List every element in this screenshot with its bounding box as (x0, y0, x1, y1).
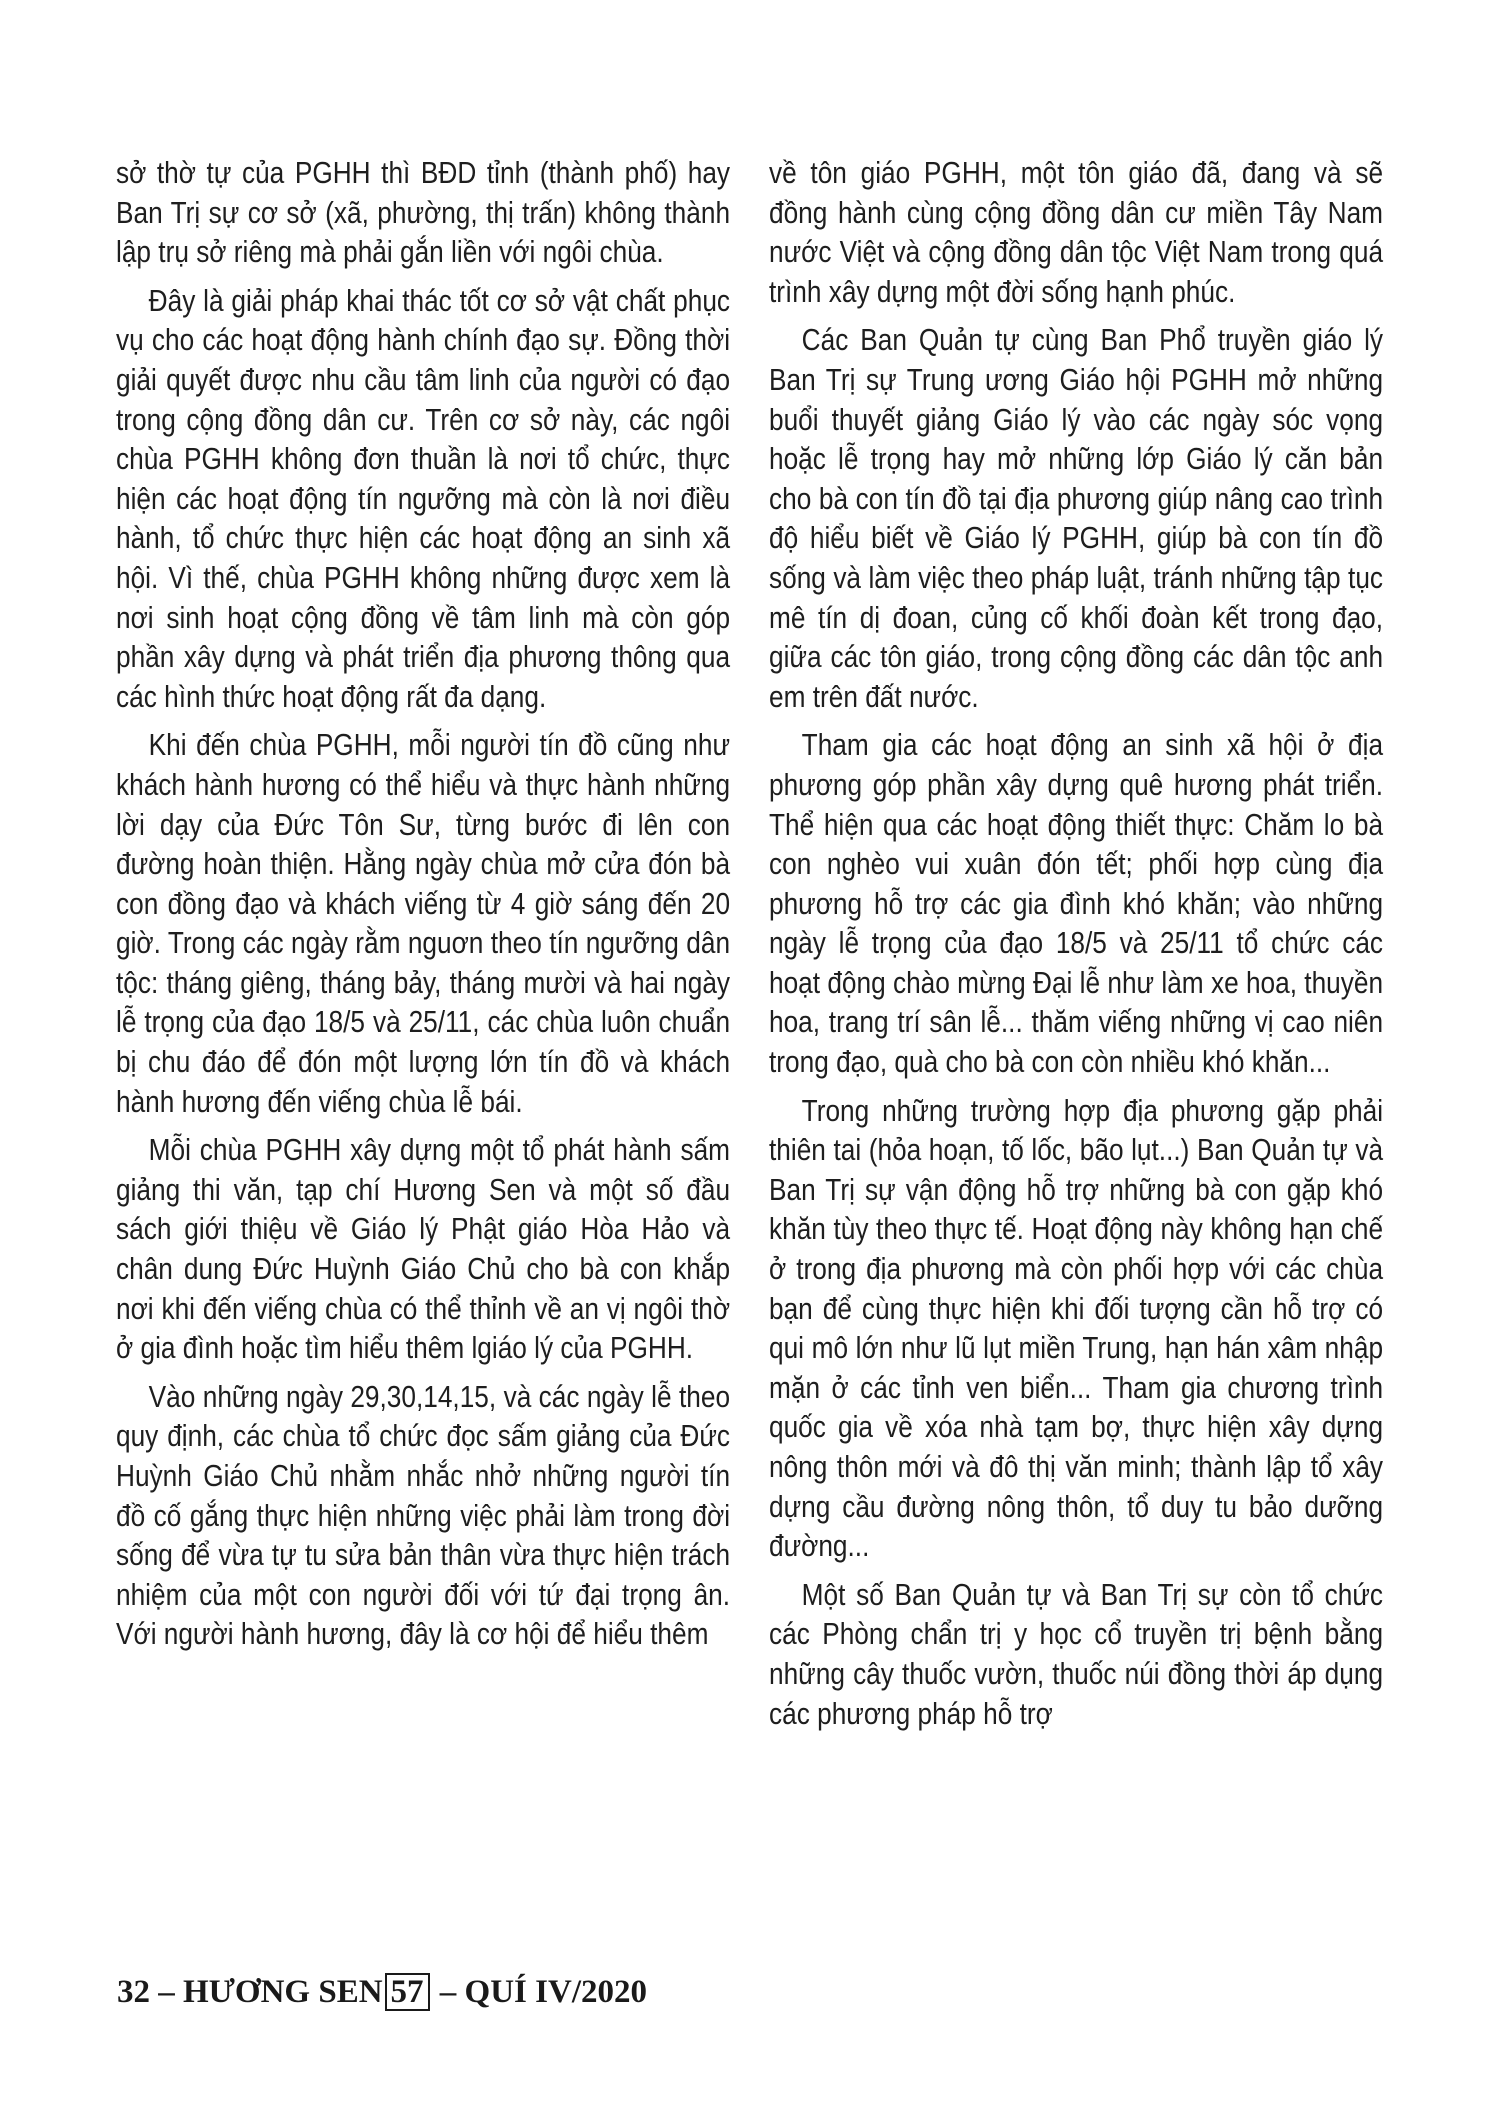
footer-dash: – (158, 1974, 175, 2010)
paragraph: sở thờ tự của PGHH thì BĐD tỉnh (thành phố) hay Ban Trị sự cơ sở (xã, phường, thị trấn) không thành lập trụ sở riêng mà phải gắn liền với ngôi chùa. (116, 156, 731, 270)
footer-dash: – (439, 1974, 457, 2010)
paragraph: Một số Ban Quản tự và Ban Trị sự còn tổ chức các Phòng chẩn trị y học cổ truyền trị bệnh bằng những cây thuốc vườn, thuốc núi đồng thời áp dụng các phương pháp hỗ trợ (769, 1577, 1384, 1731)
paragraph: Đây là giải pháp khai thác tốt cơ sở vật chất phục vụ cho các hoạt động hành chính đạo sự. Đồng thời giải quyết được nhu cầu tâm linh của người có đạo trong cộng đồng dân cư. Trên cơ sở này, các ngôi chùa PGHH không đơn thuần là nơi tổ chức, thực hiện các hoạt động tín ngưỡng mà còn là nơi điều hành, tổ chức thực hiện các hoạt động an sinh xã hội. Vì thế, chùa PGHH không những được xem là nơi sinh hoạt cộng đồng về tâm linh mà còn góp phần xây dựng và phát triển địa phương thông qua các hình thức hoạt động rất đa dạng. (116, 283, 731, 714)
paragraph: Mỗi chùa PGHH xây dựng một tổ phát hành sấm giảng thi văn, tạp chí Hương Sen và một số đầu sách giới thiệu về Giáo lý Phật giáo Hòa Hảo và chân dung Đức Huỳnh Giáo Chủ cho bà con khắp nơi khi đến viếng chùa có thể thỉnh về an vị ngôi thờ ở gia đình hoặc tìm hiểu thêm lgiáo lý của PGHH. (116, 1133, 731, 1366)
paragraph: Khi đến chùa PGHH, mỗi người tín đồ cũng như khách hành hương có thể hiểu và thực hành những lời dạy của Đức Tôn Sư, từng bước đi lên con đường hoàn thiện. Hằng ngày chùa mở cửa đón bà con đồng đạo và khách viếng từ 4 giờ sáng đến 20 giờ. Trong các ngày rằm nguơn theo tín ngưỡng dân tộc: tháng giêng, tháng bảy, tháng mười và hai ngày lễ trọng của đạo 18/5 và 25/11, các chùa luôn chuẩn bị chu đáo để đón một lượng lớn tín đồ và khách hành hương đến viếng chùa lễ bái. (116, 728, 731, 1119)
paragraph: Tham gia các hoạt động an sinh xã hội ở địa phương góp phần xây dựng quê hương phát triển. Thể hiện qua các hoạt động thiết thực: Chăm lo bà con nghèo vui xuân đón tết; phối hợp cùng địa phương hỗ trợ các gia đình khó khăn; vào những ngày lễ trọng của đạo 18/5 và 25/11 tổ chức các hoạt động chào mừng Đại lễ như làm xe hoa, thuyền hoa, trang trí sân lễ... thăm viếng những vị cao niên trong đạo, quà cho bà con còn nhiều khó khăn... (769, 728, 1384, 1080)
right-text-column (769, 154, 1383, 1743)
paragraph: Các Ban Quản tự cùng Ban Phổ truyền giáo lý Ban Trị sự Trung ương Giáo hội PGHH mở những buổi thuyết giảng Giáo lý vào các ngày sóc vọng hoặc lễ trọng hay mở những lớp Giáo lý căn bản cho bà con tín đồ tại địa phương giúp nâng cao trình độ hiểu biết về Giáo lý PGHH, giúp bà con tín đồ sống và làm việc theo pháp luật, tránh những tập tục mê tín dị đoan, củng cố khối đoàn kết trong đạo, giữa các tôn giáo, trong cộng đồng các dân tộc anh em trên đất nước. (769, 323, 1384, 714)
paragraph: Vào những ngày 29,30,14,15, và các ngày lễ theo quy định, các chùa tổ chức đọc sấm giảng của Đức Huỳnh Giáo Chủ nhằm nhắc nhở những người tín đồ cố gắng thực hiện những việc phải làm trong đời sống để vừa tự tu sửa bản thân vừa thực hiện trách nhiệm của một con người đối với tứ đại trọng ân. Với người hành hương, đây là cơ hội để hiểu thêm (116, 1379, 731, 1652)
magazine-name: HƯƠNG SEN (183, 1974, 383, 2010)
paragraph: Trong những trường hợp địa phương gặp phải thiên tai (hỏa hoạn, tố lốc, bão lụt...) Ban Quản tự và Ban Trị sự vận động hỗ trợ những bà con gặp khó khăn tùy theo thực tế. Hoạt động này không hạn chế ở trong địa phương mà còn phối hợp với các chùa bạn để cùng thực hiện khi đối tượng cần hỗ trợ có qui mô lớn như lũ lụt miền Trung, hạn hán xâm nhập mặn ở các tỉnh ven biển... Tham gia chương trình quốc gia về xóa nhà tạm bợ, thực hiện xây dựng nông thôn mới và đô thị văn minh; thành lập tổ xây dựng cầu đường nông thôn, tổ duy tu bảo dưỡng đường... (769, 1093, 1384, 1564)
left-text-column (116, 154, 730, 1664)
page-number: 32 (117, 1974, 150, 2010)
issue-period: QUÍ IV/2020 (464, 1974, 647, 2010)
page-footer (117, 1972, 647, 2012)
issue-number-box: 57 (385, 1973, 430, 2011)
paragraph: về tôn giáo PGHH, một tôn giáo đã, đang và sẽ đồng hành cùng cộng đồng dân cư miền Tây Nam nước Việt và cộng đồng dân tộc Việt Nam trong quá trình xây dựng một đời sống hạnh phúc. (769, 156, 1384, 309)
